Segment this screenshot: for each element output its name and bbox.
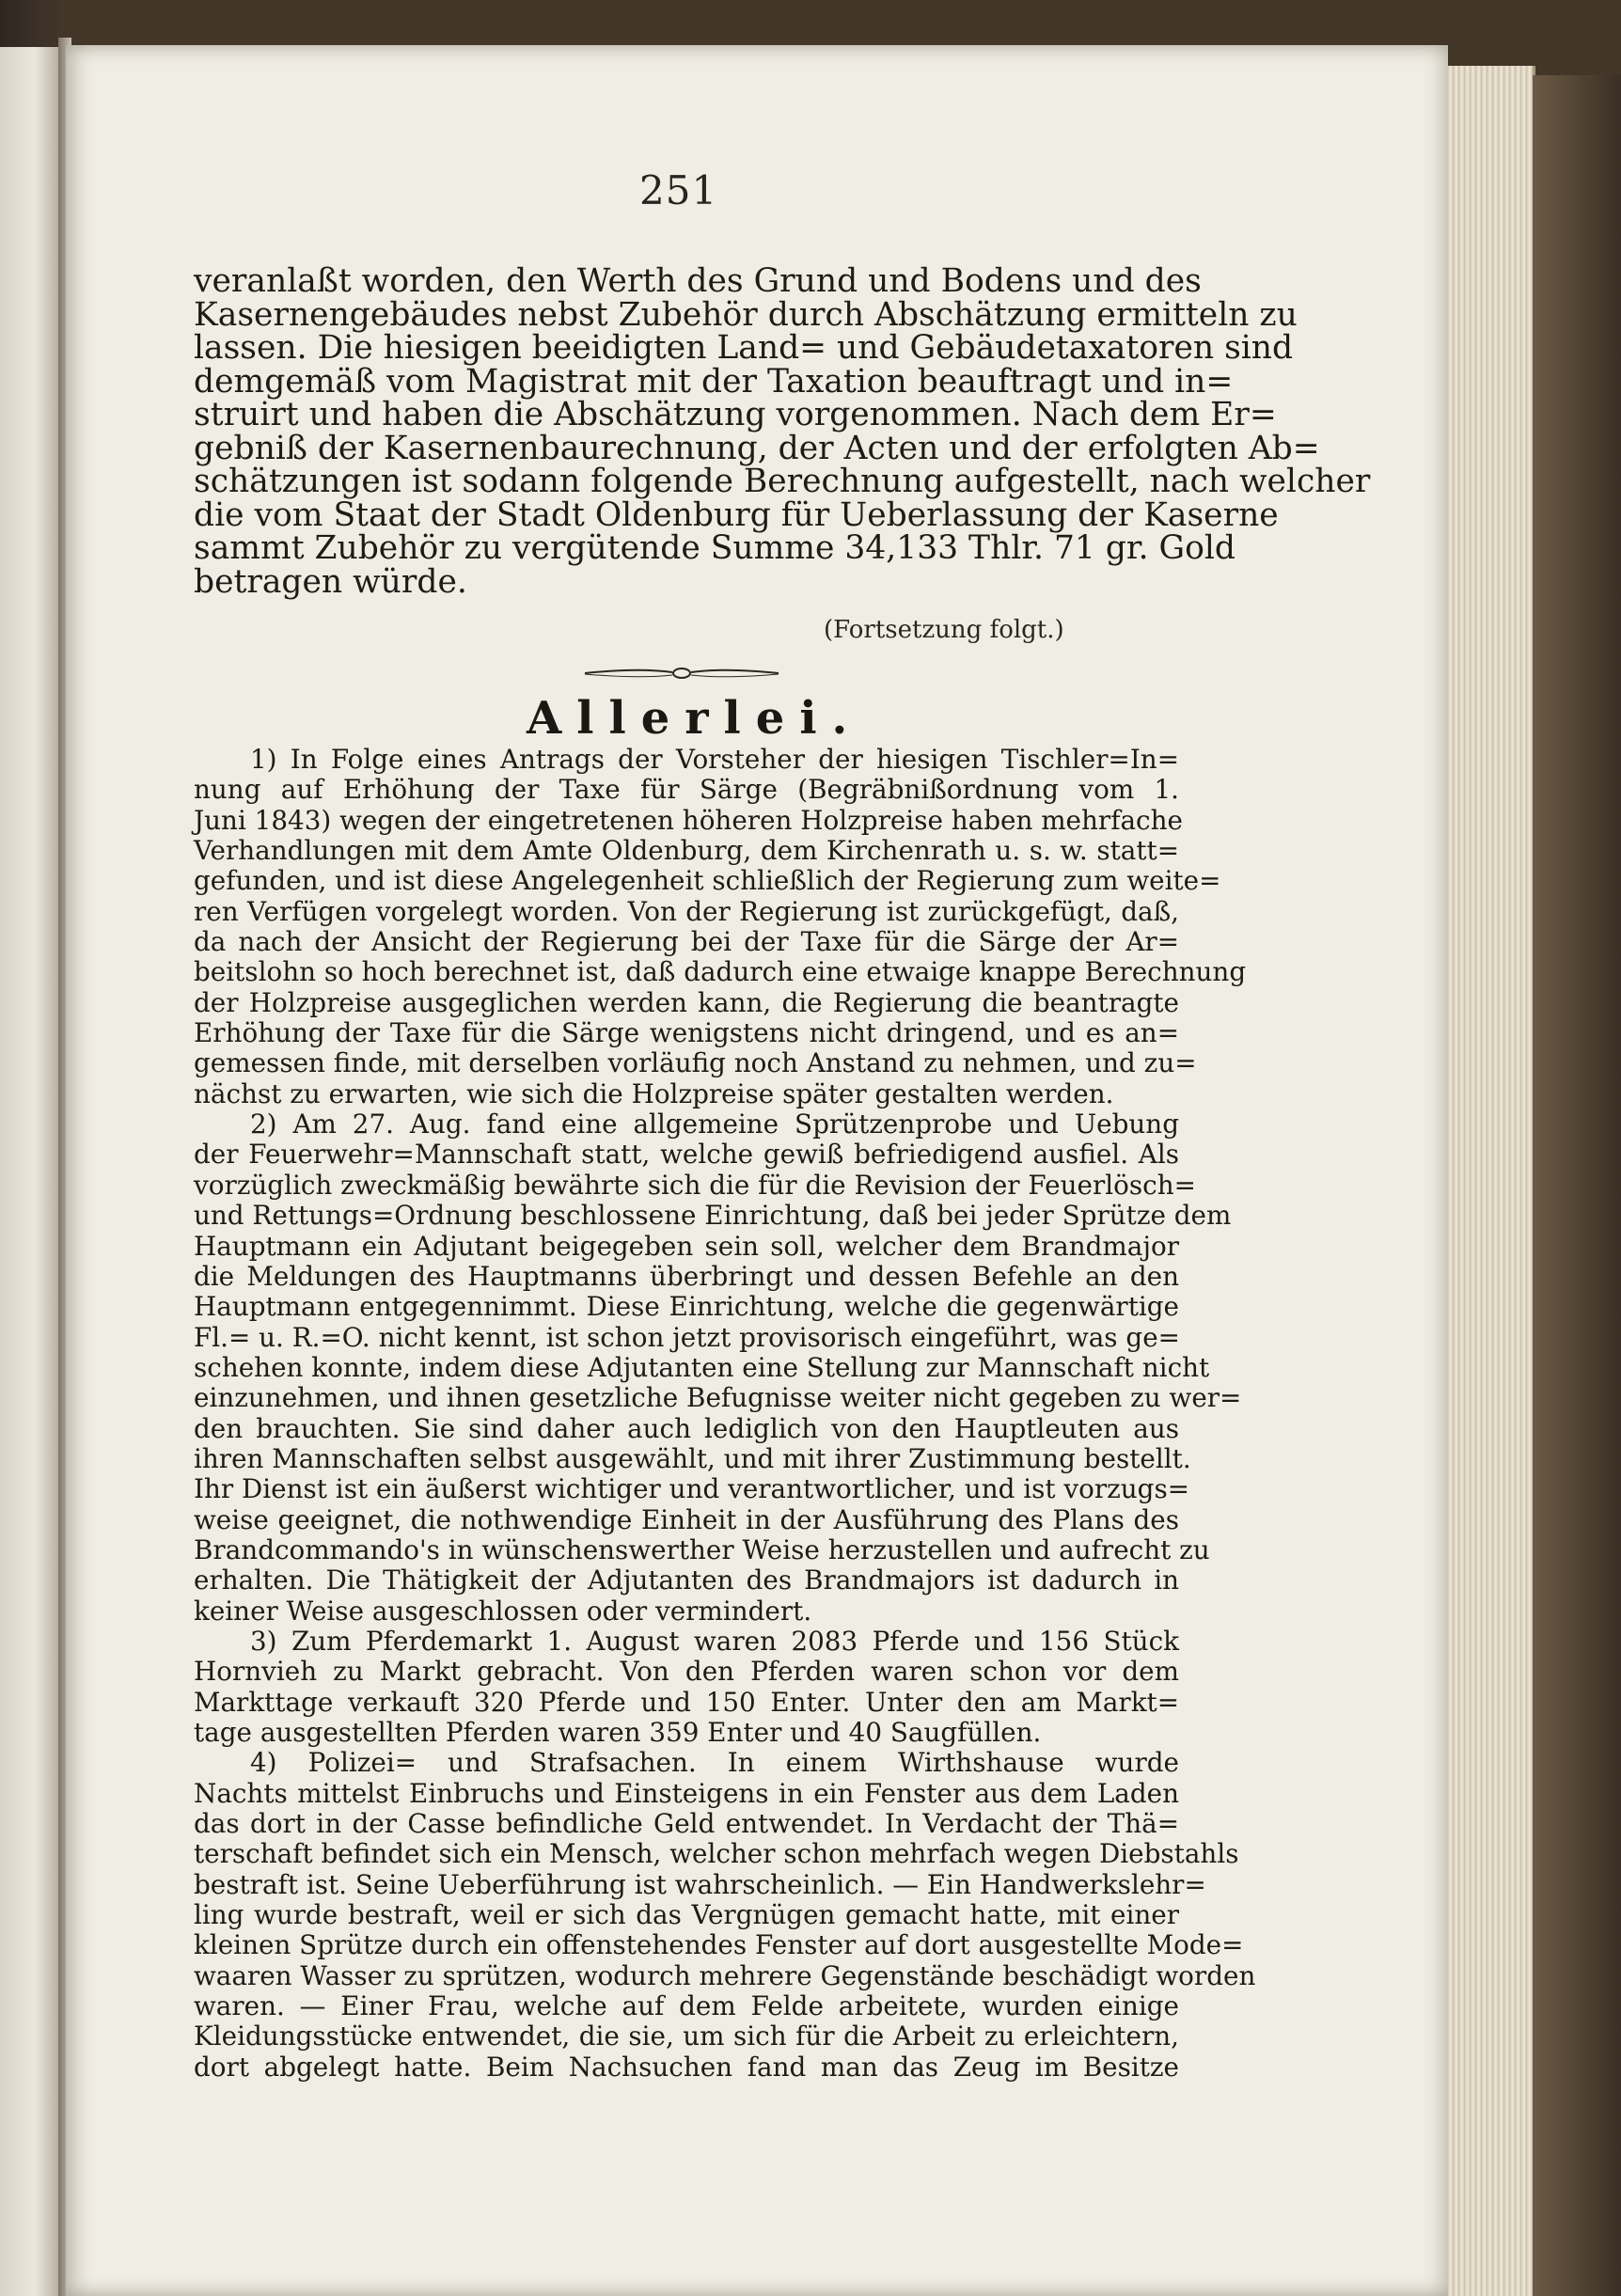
text-block-kaserne bbox=[194, 262, 1371, 601]
text-line: Nachts mittelst Einbruchs und Einsteigens in ein Fenster aus dem Laden bbox=[194, 1777, 1179, 1809]
text-line: gebniß der Kasernenbaurechnung, der Acten und der erfolgten Ab= bbox=[194, 429, 1320, 467]
book-cover-edge bbox=[1533, 75, 1621, 2296]
text-line: keiner Weise ausgeschlossen oder vermindert. bbox=[194, 1595, 812, 1627]
text-line: bestraft ist. Seine Ueberführung ist wahrscheinlich. — Ein Handwerkslehr= bbox=[194, 1868, 1206, 1900]
text-line: Hornvieh zu Markt gebracht. Von den Pferden waren schon vor dem bbox=[194, 1656, 1179, 1688]
text-block-allerlei bbox=[194, 744, 1256, 2083]
text-line: kleinen Sprütze durch ein offenstehendes Fenster auf dort ausgestellte Mode= bbox=[194, 1929, 1244, 1961]
text-line: nächst zu erwarten, wie sich die Holzpreise später gestalten werden. bbox=[194, 1077, 1114, 1109]
text-line: Hauptmann ein Adjutant beigegeben sein soll, welcher dem Brandmajor bbox=[194, 1230, 1179, 1262]
text-line: Erhöhung der Taxe für die Särge wenigstens nicht dringend, und es an= bbox=[194, 1017, 1179, 1049]
text-line: die vom Staat der Stadt Oldenburg für Ueberlassung der Kaserne bbox=[194, 495, 1279, 534]
text-line: sammt Zubehör zu vergütende Summe 34,133 Thlr. 71 gr. Gold bbox=[194, 529, 1235, 567]
text-line: schätzungen ist sodann folgende Berechnung aufgestellt, nach welcher bbox=[194, 463, 1371, 500]
text-line: den brauchten. Sie sind daher auch lediglich von den Hauptleuten aus bbox=[194, 1412, 1179, 1444]
text-line: terschaft befindet sich ein Mensch, welcher schon mehrfach wegen Diebstahls bbox=[194, 1838, 1239, 1870]
section-heading: Allerlei. bbox=[527, 692, 863, 745]
text-line: ren Verfügen vorgelegt worden. Von der Regierung ist zurückgefügt, daß, bbox=[194, 895, 1179, 927]
text-line: betragen würde. bbox=[194, 562, 467, 601]
text-line: Fl.= u. R.=O. nicht kennt, ist schon jetzt provisorisch eingeführt, was ge= bbox=[194, 1321, 1180, 1353]
text-line: beitslohn so hoch berechnet ist, daß dadurch eine etwaige knappe Berechnung bbox=[194, 956, 1247, 988]
text-line: vorzüglich zweckmäßig bewährte sich die für die Revision der Feuerlösch= bbox=[194, 1169, 1196, 1201]
text-line: veranlaßt worden, den Werth des Grund und Bodens und des bbox=[194, 262, 1202, 300]
text-line: tage ausgestellten Pferden waren 359 Enter und 40 Saugfüllen. bbox=[194, 1717, 1042, 1748]
text-line: Ihr Dienst ist ein äußerst wichtiger und verantwortlicher, und ist vorzugs= bbox=[194, 1473, 1190, 1505]
text-line: die Meldungen des Hauptmanns überbringt und dessen Befehle an den bbox=[194, 1260, 1179, 1292]
text-line: Juni 1843) wegen der eingetretenen höheren Holzpreise haben mehrfache bbox=[194, 804, 1183, 836]
text-line: 3) Zum Pferdemarkt 1. August waren 2083 Pferde und 156 Stück bbox=[250, 1625, 1179, 1657]
text-line: Brandcommando's in wünschenswerther Weise herzustellen und aufrecht zu bbox=[194, 1533, 1210, 1565]
text-line: lassen. Die hiesigen beeidigten Land= und Gebäudetaxatoren sind bbox=[194, 329, 1294, 367]
text-line: weise geeignet, die nothwendige Einheit in der Ausführung des Plans des bbox=[194, 1503, 1179, 1535]
text-line: Hauptmann entgegennimmt. Diese Einrichtung, welche die gegenwärtige bbox=[194, 1291, 1179, 1323]
ornamental-divider bbox=[583, 664, 780, 683]
text-line: Kasernengebäudes nebst Zubehör durch Abschätzung ermitteln zu bbox=[194, 295, 1298, 334]
text-line: gefunden, und ist diese Angelegenheit schließlich der Regierung zum weite= bbox=[194, 865, 1221, 897]
text-line: ling wurde bestraft, weil er sich das Vergnügen gemacht hatte, mit einer bbox=[194, 1899, 1179, 1931]
text-line: nung auf Erhöhung der Taxe für Särge (Begräbnißordnung vom 1. bbox=[194, 774, 1179, 806]
text-line: waaren Wasser zu sprützen, wodurch mehrere Gegenstände beschädigt worden bbox=[194, 1959, 1256, 1991]
page-number: 251 bbox=[639, 167, 718, 213]
text-line: 2) Am 27. Aug. fand eine allgemeine Sprützenprobe und Uebung bbox=[250, 1109, 1179, 1140]
text-line: demgemäß vom Magistrat mit der Taxation beauftragt und in= bbox=[194, 362, 1234, 401]
text-line: Kleidungsstücke entwendet, die sie, um sich für die Arbeit zu erleichtern, bbox=[194, 2021, 1179, 2052]
text-line: das dort in der Casse befindliche Geld entwendet. In Verdacht der Thä= bbox=[194, 1808, 1179, 1840]
text-line: und Rettungs=Ordnung beschlossene Einrichtung, daß bei jeder Sprütze dem bbox=[194, 1200, 1232, 1232]
text-line: waren. — Einer Frau, welche auf dem Felde arbeitete, wurden einige bbox=[194, 1990, 1179, 2022]
text-line: 4) Polizei= und Strafsachen. In einem Wirthshause wurde bbox=[250, 1747, 1179, 1779]
text-line: Markttage verkauft 320 Pferde und 150 Enter. Unter den am Markt= bbox=[194, 1686, 1179, 1718]
left-page-edge bbox=[0, 47, 60, 2296]
text-line: der Feuerwehr=Mannschaft statt, welche gewiß befriedigend ausfiel. Als bbox=[194, 1139, 1179, 1171]
text-line: gemessen finde, mit derselben vorläufig noch Anstand zu nehmen, und zu= bbox=[194, 1047, 1197, 1079]
text-line: einzunehmen, und ihnen gesetzliche Befugnisse weiter nicht gegeben zu wer= bbox=[194, 1382, 1242, 1414]
text-line: ihren Mannschaften selbst ausgewählt, und mit ihrer Zustimmung bestellt. bbox=[194, 1442, 1191, 1474]
page-stack-edges bbox=[1448, 66, 1535, 2296]
text-line: der Holzpreise ausgeglichen werden kann, die Regierung die beantragte bbox=[194, 986, 1179, 1018]
text-line: dort abgelegt hatte. Beim Nachsuchen fand man das Zeug im Besitze bbox=[194, 2051, 1179, 2083]
continuation-note: (Fortsetzung folgt.) bbox=[824, 616, 1064, 644]
text-line: schehen konnte, indem diese Adjutanten eine Stellung zur Mannschaft nicht bbox=[194, 1351, 1210, 1383]
text-line: struirt und haben die Abschätzung vorgenommen. Nach dem Er= bbox=[194, 396, 1277, 433]
text-line: 1) In Folge eines Antrags der Vorsteher der hiesigen Tischler=In= bbox=[250, 744, 1179, 775]
text-line: da nach der Ansicht der Regierung bei der Taxe für die Särge der Ar= bbox=[194, 926, 1179, 958]
text-line: erhalten. Die Thätigkeit der Adjutanten des Brandmajors ist dadurch in bbox=[194, 1565, 1179, 1596]
text-line: Verhandlungen mit dem Amte Oldenburg, dem Kirchenrath u. s. w. statt= bbox=[194, 835, 1179, 867]
